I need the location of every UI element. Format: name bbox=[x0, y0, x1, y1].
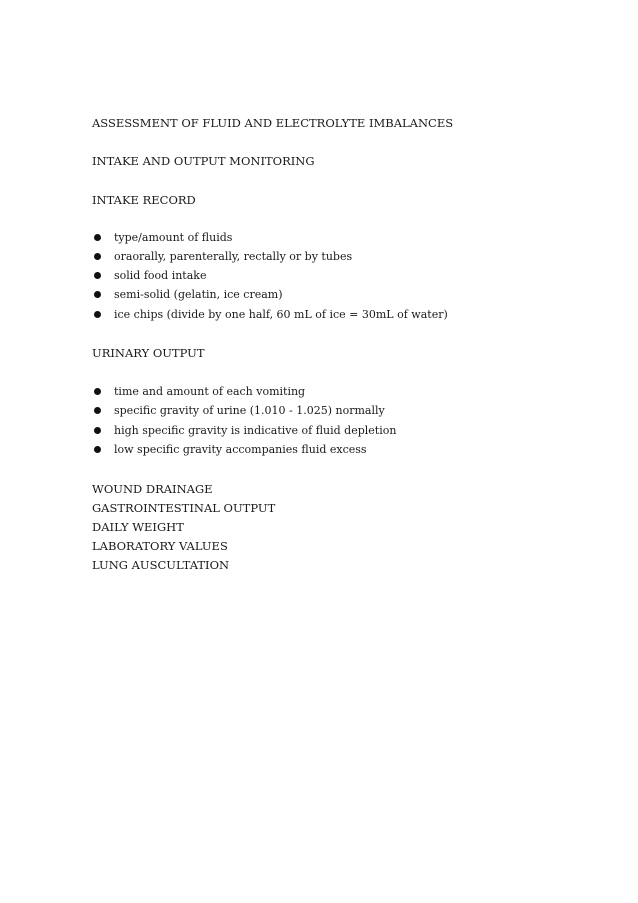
list-item-text: low specific gravity accompanies fluid excess bbox=[114, 443, 367, 456]
bullet-icon bbox=[94, 291, 101, 298]
bullet-icon bbox=[94, 311, 101, 318]
list-item-text: ice chips (divide by one half, 60 mL of ice = 30mL of water) bbox=[114, 308, 448, 321]
section-heading-wound-drainage: WOUND DRAINAGE bbox=[92, 482, 213, 496]
list-item-text: solid food intake bbox=[114, 269, 207, 282]
list-item-text: semi-solid (gelatin, ice cream) bbox=[114, 288, 283, 301]
bullet-icon bbox=[94, 234, 101, 241]
list-item-text: specific gravity of urine (1.010 - 1.025) normally bbox=[114, 404, 385, 417]
section-heading-intake-record: INTAKE RECORD bbox=[92, 193, 196, 207]
bullet-icon bbox=[94, 253, 101, 260]
document-title: ASSESSMENT OF FLUID AND ELECTROLYTE IMBALANCES bbox=[92, 116, 454, 130]
bullet-icon bbox=[94, 388, 101, 395]
section-heading-laboratory-values: LABORATORY VALUES bbox=[92, 539, 228, 553]
bullet-icon bbox=[94, 427, 101, 434]
section-heading-intake-output: INTAKE AND OUTPUT MONITORING bbox=[92, 154, 315, 168]
bullet-icon bbox=[94, 446, 101, 453]
list-item-text: time and amount of each vomiting bbox=[114, 385, 306, 398]
list-item-text: oraorally, parenterally, rectally or by tubes bbox=[114, 250, 353, 263]
section-heading-urinary-output: URINARY OUTPUT bbox=[92, 346, 205, 360]
section-heading-lung-auscultation: LUNG AUSCULTATION bbox=[92, 558, 230, 572]
section-heading-gastrointestinal-output: GASTROINTESTINAL OUTPUT bbox=[92, 501, 276, 515]
list-item-text: high specific gravity is indicative of fluid depletion bbox=[114, 424, 397, 437]
bullet-icon bbox=[94, 407, 101, 414]
bullet-icon bbox=[94, 272, 101, 279]
list-item-text: type/amount of fluids bbox=[114, 231, 233, 244]
section-heading-daily-weight: DAILY WEIGHT bbox=[92, 520, 184, 534]
